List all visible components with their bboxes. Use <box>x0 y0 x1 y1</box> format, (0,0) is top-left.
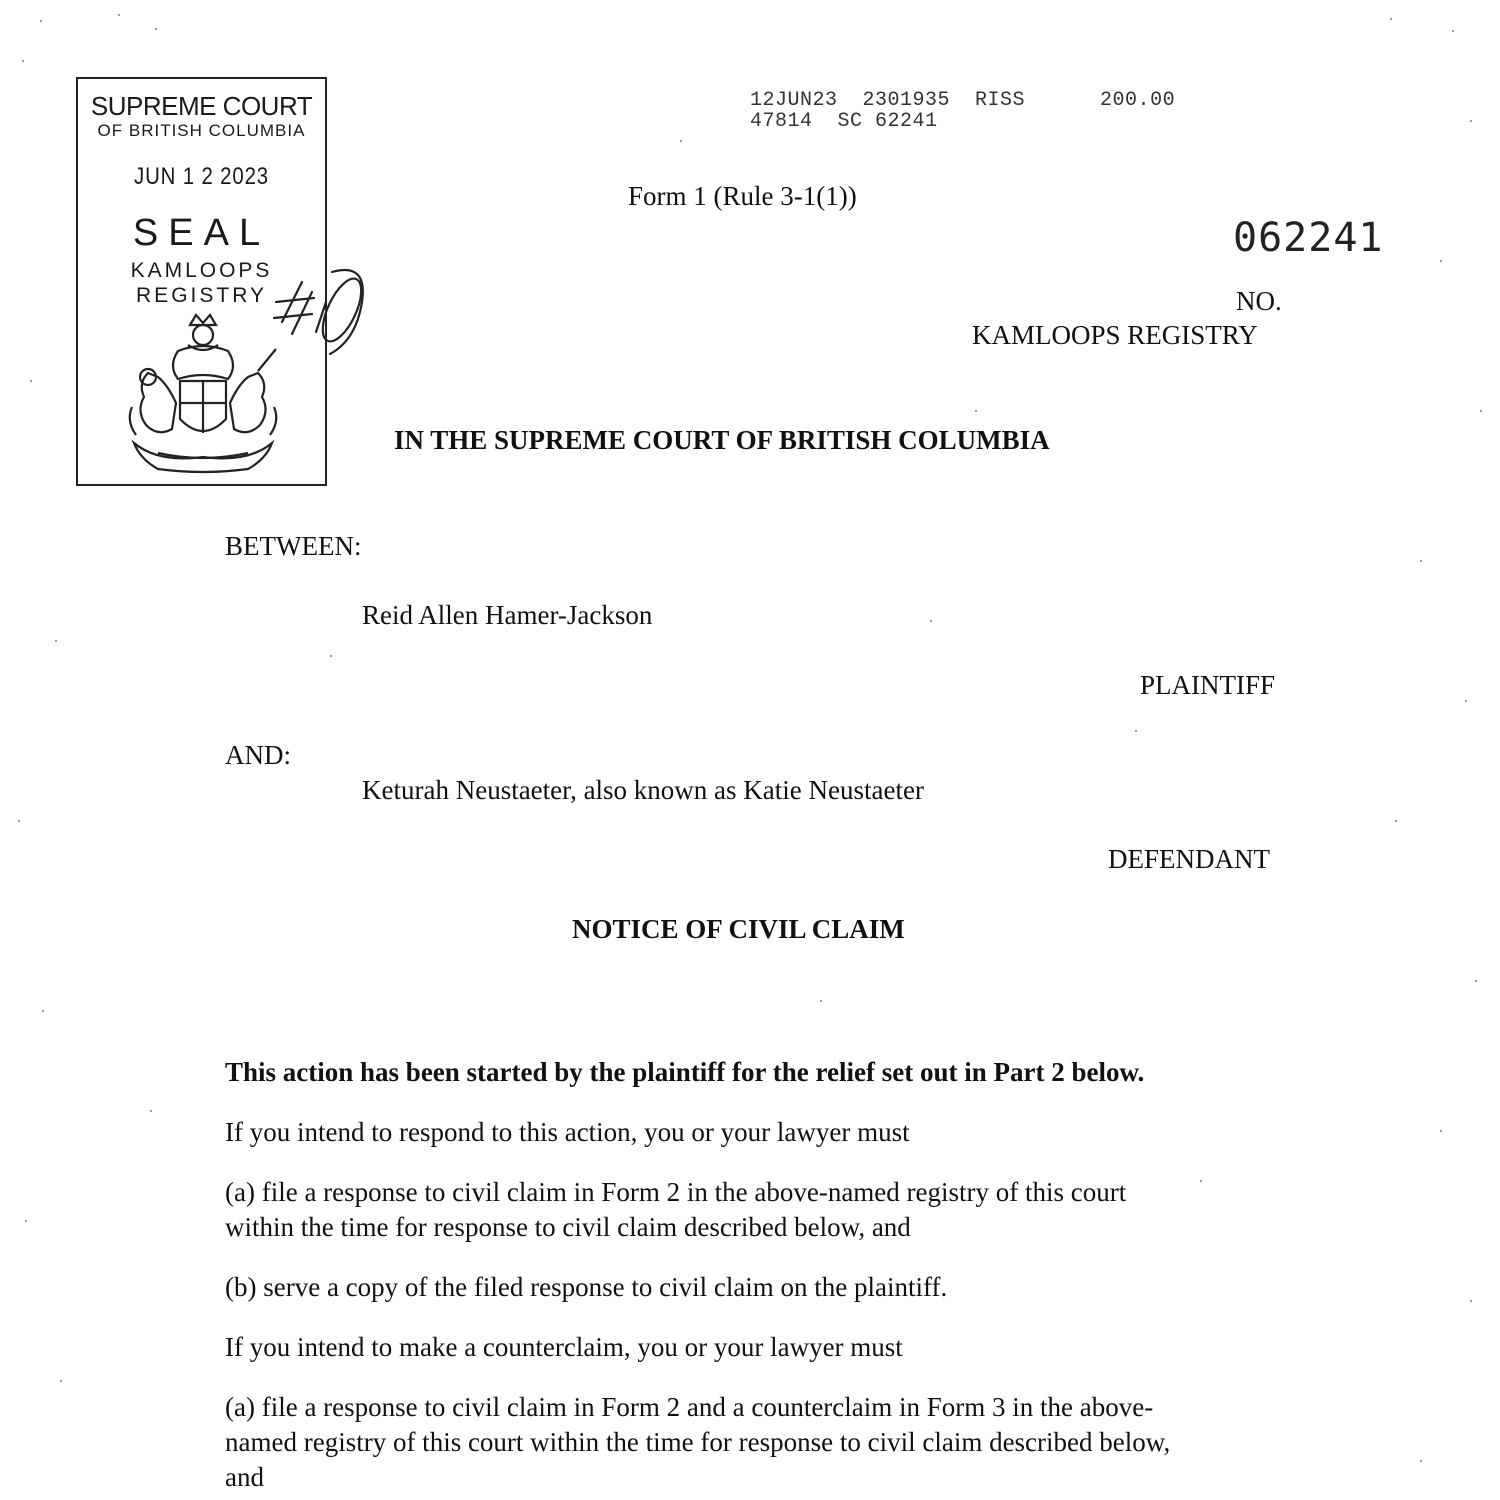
counter-item-a-line1: (a) file a response to civil claim in Form 2 and a counterclaim in Form 3 in the above- <box>225 1392 1154 1422</box>
and-label: AND: <box>225 740 291 770</box>
plaintiff-name: Reid Allen Hamer-Jackson <box>362 600 653 630</box>
court-title: IN THE SUPREME COURT OF BRITISH COLUMBIA <box>394 425 1050 455</box>
counter-intro: If you intend to make a counterclaim, you or your lawyer must <box>225 1332 903 1362</box>
intro-statement: This action has been started by the plaintiff for the relief set out in Part 2 below. <box>225 1057 1145 1087</box>
file-number: 062241 <box>1233 215 1384 261</box>
seal-province: OF BRITISH COLUMBIA <box>97 121 306 140</box>
form-label: Form 1 (Rule 3-1(1)) <box>628 181 857 211</box>
registry-name: KAMLOOPS REGISTRY <box>972 320 1258 350</box>
respond-intro: If you intend to respond to this action, you or your lawyer must <box>225 1117 910 1147</box>
receipt-line2: 47814 SC 62241 <box>750 110 938 133</box>
respond-item-b: (b) serve a copy of the filed response to civil claim on the plaintiff. <box>225 1272 948 1302</box>
respond-item-a-line2: within the time for response to civil claim described below, and <box>225 1212 911 1242</box>
no-label: NO. <box>1236 286 1282 316</box>
document-title: NOTICE OF CIVIL CLAIM <box>572 914 905 944</box>
defendant-name: Keturah Neustaeter, also known as Katie Neustaeter <box>362 775 924 805</box>
coat-of-arms-icon <box>118 311 288 476</box>
plaintiff-role: PLAINTIFF <box>1140 670 1276 700</box>
between-label: BETWEEN: <box>225 531 362 561</box>
seal-court-name: SUPREME COURT <box>90 91 313 121</box>
seal-word: SEAL <box>132 212 271 254</box>
seal-registry-line1: KAMLOOPS <box>130 259 273 282</box>
defendant-role: DEFENDANT <box>1108 844 1270 874</box>
counter-item-a-line3: and <box>225 1462 264 1492</box>
counter-item-a-line2: named registry of this court within the time for response to civil claim described below, <box>225 1427 1171 1457</box>
seal-registry-line2: REGISTRY <box>136 284 267 307</box>
receipt-line1: 12JUN23 2301935 RISS 200.00 <box>750 89 1176 112</box>
respond-item-a-line1: (a) file a response to civil claim in Form 2 in the above-named registry of this court <box>225 1177 1127 1207</box>
seal-date: JUN 1 2 2023 <box>134 163 269 190</box>
handwritten-mark-icon <box>270 262 380 362</box>
